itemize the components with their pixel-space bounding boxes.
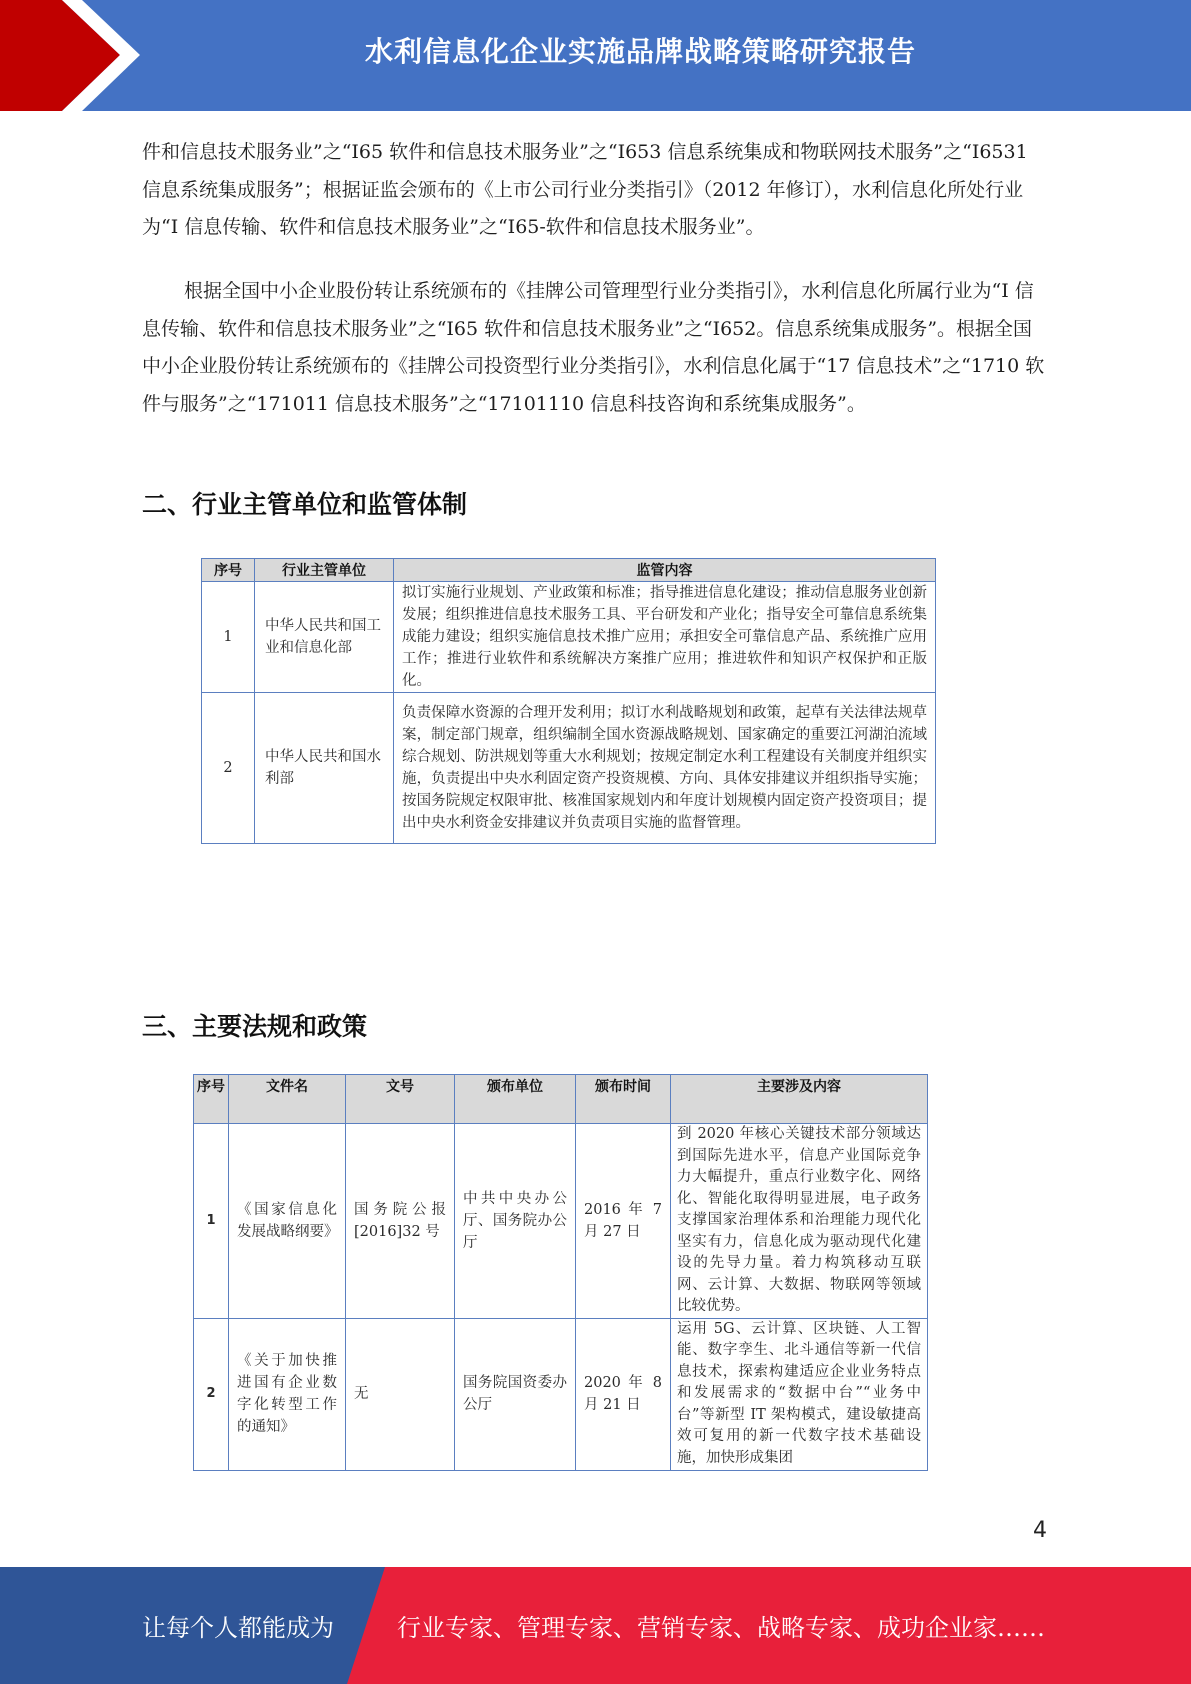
regulation-content: 负责保障水资源的合理开发利用；拟订水利战略规划和政策，起草有关法律法规草案，制定部门规章，组织编制全国水资源战略规划、国家确定的重要江河湖泊流域综合规划、防洪规划等重大水利规划；按规定制定水利工程建设有关制度并组织实施，负责提出中央水利固定资产投资规模、方向、具体安排建议并组织指导实施；按国务院规定权限审批、核准国家规划内和年度计划规模内固定资产投资项目；提出中央水利资金安排建议并负责项目实施的监督管理。 xyxy=(394,693,936,844)
column-header: 文件名 xyxy=(229,1075,346,1124)
column-header: 序号 xyxy=(202,559,255,582)
column-header: 行业主管单位 xyxy=(255,559,394,582)
footer-slogan-right: 行业专家、管理专家、营销专家、战略专家、成功企业家…… xyxy=(397,1614,1045,1642)
body-paragraph-2: 根据全国中小企业股份转让系统颁布的《挂牌公司管理型行业分类指引》，水利信息化所属行业为“I 信息传输、软件和信息技术服务业”之“I65 软件和信息技术服务业”之“I652。信息系统集成服务”。根据全国中小企业股份转让系统颁布的《挂牌公司投资型行业分类指引》，水利信息化属于“17 信息技术”之“1710 软件与服务”之“171011 信息技术服务”之“17101110 信息科技咨询和系统集成服务”。 xyxy=(142,280,1045,415)
table-header-row xyxy=(202,559,936,582)
main-content: 到 2020 年核心关键技术部分领域达到国际先进水平，信息产业国际竞争力大幅提升，重点行业数字化、网络化、智能化取得明显进展，电子政务支撑国家治理体系和治理能力现代化坚实有力，信息化成为驱动现代化建设的先导力量。着力构筑移动互联网、云计算、大数据、物联网等领域比较优势。 xyxy=(671,1124,928,1319)
regulators-table xyxy=(201,558,936,844)
footer-slogan-left: 让每个人都能成为 xyxy=(142,1614,334,1642)
column-header: 颁布时间 xyxy=(576,1075,671,1124)
regulation-content: 拟订实施行业规划、产业政策和标准；指导推进信息化建设；推动信息服务业创新发展；组织推进信息技术服务工具、平台研发和产业化；指导安全可靠信息系统集成能力建设；组织实施信息技术推广应用；承担安全可靠信息产品、系统推广应用工作；推进行业软件和系统解决方案推广应用；推进软件和知识产权保护和正版化。 xyxy=(394,582,936,693)
row-number: 2 xyxy=(202,693,255,844)
table-row xyxy=(194,1318,928,1470)
page-footer xyxy=(0,1567,1191,1684)
page-number: 4 xyxy=(1033,1518,1047,1543)
document-name: 《关于加快推进国有企业数字化转型工作的通知》 xyxy=(229,1318,346,1470)
section-heading-policies: 三、主要法规和政策 xyxy=(142,1012,368,1041)
column-header: 文号 xyxy=(346,1075,455,1124)
issuing-unit: 中共中央办公厅、国务院办公厅 xyxy=(455,1124,576,1319)
table-header-row xyxy=(194,1075,928,1124)
issuing-unit: 国务院国资委办公厅 xyxy=(455,1318,576,1470)
row-number: 1 xyxy=(194,1124,229,1319)
main-content: 运用 5G、云计算、区块链、人工智能、数字孪生、北斗通信等新一代信息技术，探索构建适应企业业务特点和发展需求的“数据中台”“业务中台”等新型 IT 架构模式，建设敏捷高效可复用的新一代数字技术基础设施，加快形成集团 xyxy=(671,1318,928,1470)
document-name: 《国家信息化发展战略纲要》 xyxy=(229,1124,346,1319)
table-row xyxy=(194,1124,928,1319)
document-number: 国务院公报[2016]32 号 xyxy=(346,1124,455,1319)
section-heading-regulators: 二、行业主管单位和监管体制 xyxy=(142,490,468,519)
regulator-name: 中华人民共和国水利部 xyxy=(255,693,394,844)
table-row xyxy=(202,582,936,693)
document-number: 无 xyxy=(346,1318,455,1470)
column-header: 序号 xyxy=(194,1075,229,1124)
body-paragraph-1: 件和信息技术服务业”之“I65 软件和信息技术服务业”之“I653 信息系统集成和物联网技术服务”之“I6531 信息系统集成服务”；根据证监会颁布的《上市公司行业分类指引》（2012 年修订），水利信息化所处行业为“I 信息传输、软件和信息技术服务业”之“I65-软件和信息技术服务业”。 xyxy=(142,141,1028,238)
row-number: 1 xyxy=(202,582,255,693)
header-title: 水利信息化企业实施品牌战略策略研究报告 xyxy=(364,35,916,68)
page-header xyxy=(0,0,1191,111)
column-header: 监管内容 xyxy=(394,559,936,582)
issue-date: 2020 年 8 月 21 日 xyxy=(576,1318,671,1470)
table-row xyxy=(202,693,936,844)
column-header: 颁布单位 xyxy=(455,1075,576,1124)
regulator-name: 中华人民共和国工业和信息化部 xyxy=(255,582,394,693)
column-header: 主要涉及内容 xyxy=(671,1075,928,1124)
issue-date: 2016 年 7 月 27 日 xyxy=(576,1124,671,1319)
row-number: 2 xyxy=(194,1318,229,1470)
policies-table xyxy=(193,1074,928,1471)
